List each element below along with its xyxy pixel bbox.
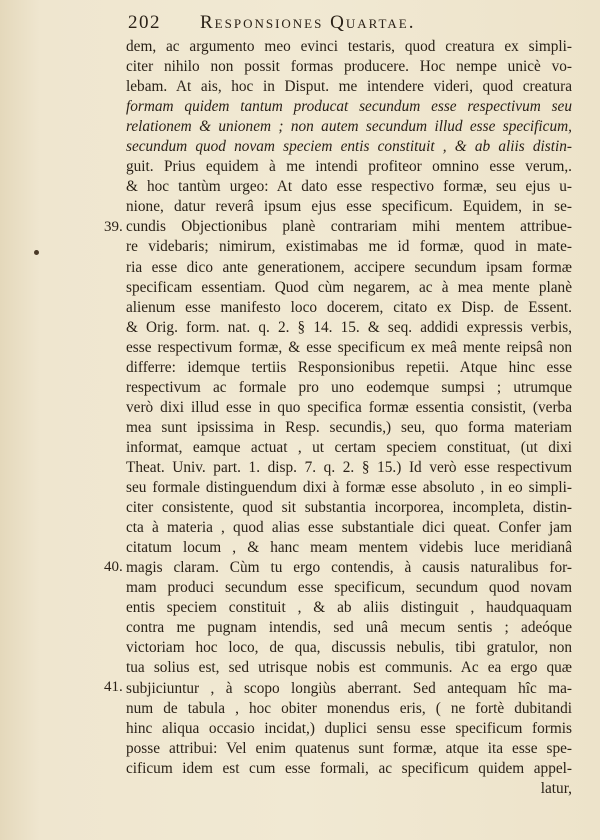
text-line: & Orig. form. nat. q. 2. § 14. 15. & seq. addidi expressis verbis, [126,318,572,336]
text-line: secundum quod novam speciem entis constituit , & ab aliis distin- [126,138,572,156]
text-line: Theat. Univ. part. 1. disp. 7. q. 2. § 15.) Id verò esse respectivum [126,458,572,476]
margin-number-40: 40. [104,559,123,575]
text-line: seu formale distinguendum dixi à formæ esse absoluto , in eo simpli- [126,479,572,497]
text-line: informat, eamque actuat , ut certam speciem constituat, (ut dixi [126,438,572,456]
text-line: relationem & unionem ; non autem secundum illud esse specificum, [126,118,572,136]
margin-ink-spot [34,250,39,255]
text-line: mam produci secundum esse specificum, secundum quod novam [126,579,572,597]
text-line: cificum idem est cum esse formali, ac specificum quidem appel- [126,759,572,777]
text-line: dem, ac argumento meo evinci testaris, quod creatura ex simpli- [126,38,572,55]
text-line: hinc aliqua occasio incidat,) duplici sensu esse specificum formis [126,719,572,737]
text-line: cundis Objectionibus planè contrariam mihi mentem attribue- [126,218,572,236]
text-line: posse attribui: Vel enim quatenus sunt formæ, atque ita esse spe- [126,739,572,757]
text-line: subjiciuntur , à scopo longiùs aberrant. Sed antequam hîc ma- [126,679,572,697]
text-line: citatum locum , & hanc meam mentem videbis luce meridianâ [126,539,572,557]
text-line: mea sunt ipsissima in Resp. secundis,) seu, quo forma materiam [126,418,572,436]
text-line: specificam essentiam. Quod cùm negarem, ac à mea mente planè [126,278,572,296]
text-line: lebam. At ais, hoc in Disput. me intendere videri, quod creatura [126,78,572,96]
margin-number-41: 41. [104,679,123,695]
text-line: nione, datur reverâ ipsum ejus esse specificum. Equidem, in se- [126,198,572,216]
text-line: cta à materia , quod alias esse substantiale dici queat. Confer jam [126,519,572,537]
text-line: guit. Prius equidem à me intendi profiteor omnino esse verum,. [126,158,572,176]
text-line: num de tabula , hoc obiter monendus eris, ( ne fortè dubitandi [126,699,572,717]
text-line: verò dixi illud esse in quo specifica formæ essentia consistit, (verba [126,398,572,416]
text-line: tua solius est, sed utrisque nobis est communis. Ac ea ergo quæ [126,659,572,677]
running-title: Responsiones Quartae. [200,12,416,33]
text-line: entis speciem constituit , & ab aliis distinguit , haudquaquam [126,599,572,617]
text-line: respectivum ac formale pro uno eodemque sumpsi ; utrumque [126,378,572,396]
text-line: formam quidem tantum producat secundum esse respectivum seu [126,98,572,116]
page-header [128,10,568,38]
margin-number-39: 39. [104,219,123,235]
text-line: latur, [540,779,572,797]
text-line: alienum esse manifesto loco docerem, citato ex Disp. de Essent. [126,298,572,316]
page-number: 202 [128,12,161,33]
text-line: & hoc tantùm urgeo: At dato esse respectivo formæ, seu ejus u- [126,178,572,196]
text-line: citer consistente, quod sit substantia incorporea, incompleta, distin- [126,499,572,517]
text-line: re videbaris; nimirum, existimabas me id formæ, quod in mate- [126,238,572,256]
text-line: magis claram. Cùm tu ergo contendis, à causis naturalibus for- [126,559,572,577]
text-line: contra me pugnam intendis, sed unâ mecum sentis ; adeóque [126,619,572,637]
text-line: victoriam hoc loco, de qua, discussis nebulis, tibi gratulor, non [126,639,572,657]
text-line: differre: idemque tertiis Responsionibus repetii. Atque hinc esse [126,358,572,376]
text-line: ria esse dico ante generationem, accipere secundum ipsam formæ [126,258,572,276]
text-line: esse respectivum formæ, & esse specificum ex meâ mente reipsâ non [126,338,572,356]
body-text [126,37,572,799]
text-line: citer nihilo non possit formas producere. Hoc nempe unicè vo- [126,58,572,76]
